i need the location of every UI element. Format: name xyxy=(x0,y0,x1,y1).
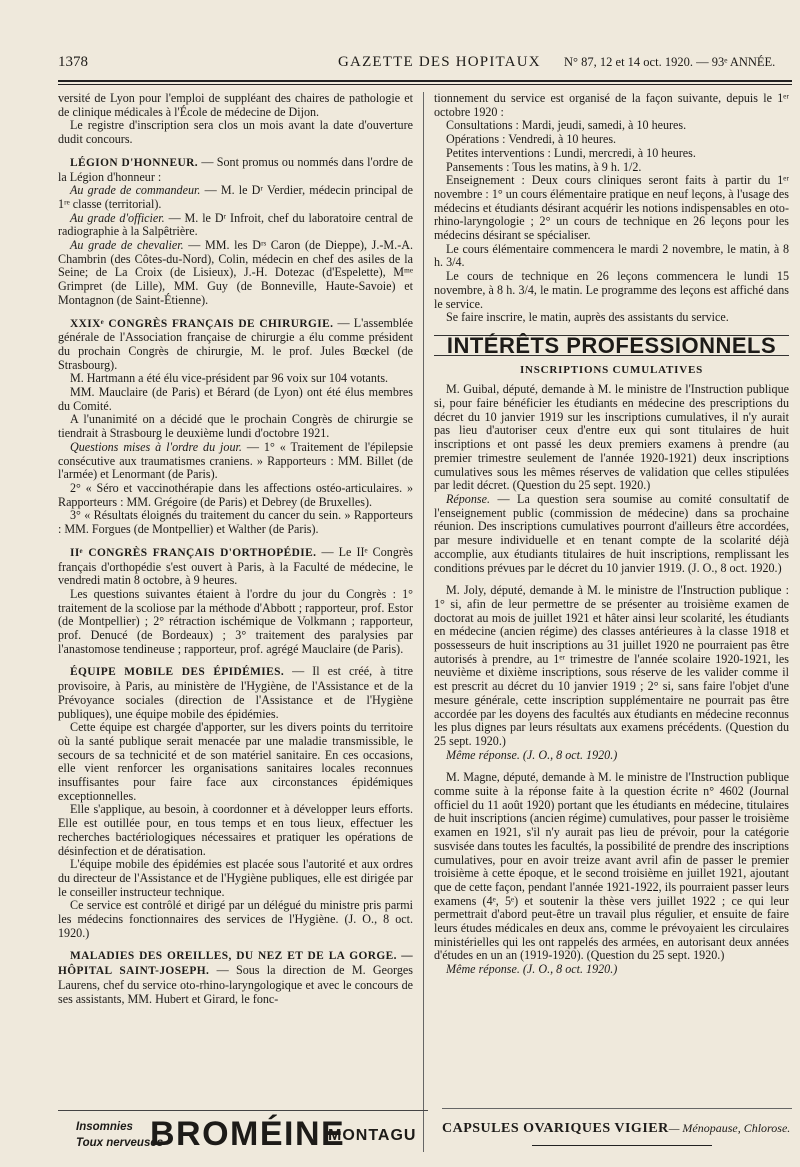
advertisement-bromeine xyxy=(58,1110,428,1159)
grade-label: Au grade de commandeur. xyxy=(70,183,201,198)
ad-indication: Insomnies xyxy=(76,1121,133,1133)
subsection-heading: INSCRIPTIONS CUMULATIVES xyxy=(519,363,704,376)
ad-product-name: BROMÉINE xyxy=(150,1115,346,1153)
header-rule xyxy=(58,80,792,85)
grade-text: — M. le Dʳ Infroit, chef du laboratoire central de radiographie à la Salpêtrière. xyxy=(58,210,413,239)
schedule-line: Consultations : Mardi, jeudi, samedi, à 10 heures. xyxy=(446,118,687,133)
paragraph: A l'unanimité on a décidé que le prochain Congrès de chirurgie se tiendrait à Strasbourg le deuxième lundi d'octobre 1921. xyxy=(58,412,413,441)
section-heading: MALADIES DES OREILLES, DU NEZ ET DE LA GORGE. xyxy=(70,950,397,963)
paragraph: Cette équipe est chargée d'apporter, sur les divers points du territoire où la santé publique serait menacée par une maladie transmissible, le secours de sa technicité et de son matériel sanitaire. En ces occasions, elle vient renforcer les organisations sanitaires locales reconnues insuffisantes pour faire face aux circonstances épidémiques exceptionnelles. xyxy=(58,720,413,803)
section-heading: IIᵉ CONGRÈS FRANÇAIS D'ORTHOPÉDIE. xyxy=(70,546,317,559)
hospital-name: — HÔPITAL SAINT-JOSEPH. xyxy=(58,950,413,978)
section-heading: LÉGION D'HONNEUR. xyxy=(70,156,198,169)
grade-text: — MM. les Dʳˢ Caron (de Dieppe), J.-M.-A. Chambrin (des Côtes-du-Nord), Colin, médecin en chef des asiles de la Seine; de La Croix (de Lisieux), J.-H. Dotezac (d'Espelette), Mᵐᵉ Grimpret (de Lille), MM. Guy (de Bonneville, Haute-Savoie) et Montagnon (de Saint-Étienne). xyxy=(58,238,413,307)
section-heading: ÉQUIPE MOBILE DES ÉPIDÉMIES. xyxy=(70,666,285,679)
question-magne: M. Magne, député, demande à M. le ministre de l'Instruction publique comme suite à la réponse faite à la question écrite n° 4602 (Journal officiel du 11 août 1920) portant que les étudiants en médecine, titulaires de huit inscriptions (ancien régime) cumulatives, pour passer le troisième examen en 1921, s'il n'y aurait pas lieu de prévoir, pour la catégorie susvisée dans toutes les facultés, la possibilité de prendre des inscriptions cumulatives, pour en avoir treize avant avril afin de passer le premier troisième à cette époque, et le second troisième en juillet 1921, ajoutant que de cette façon, pendant l'année 1921-1922, ils pourraient passer leurs examens (4ᵉ, 5ᵉ) et soutenir la thèse vers juillet 1922 ; ce qui leur permettrait d'abord peut-être un travail plus régulier, et ensuite de faire leurs études médicales en deux ans, comme le prévoyaient les circulaires ministérielles qui les ont rappelés des armées, en autorisant deux années d'études en un an (1919-1920). (Question du 25 sept. 1920.) xyxy=(434,770,790,963)
response-text: Même réponse. (J. O., 8 oct. 1920.) xyxy=(446,962,618,977)
response-label: Réponse. xyxy=(446,491,490,506)
section-text: — Sont promus ou nommés dans l'ordre de la Légion d'honneur : xyxy=(58,154,413,184)
section-text: — L'assemblée générale de l'Association française de chirurgie a élu comme président du prochain Congrès de chirurgie, M. le prof. Jules Bœckel (de Strasbourg). xyxy=(58,315,413,372)
ad-indication: Toux nerveuses xyxy=(76,1137,164,1149)
question-joly: M. Joly, député, demande à M. le ministre de l'Instruction publique : 1° si, afin de leur permettre de se présenter au troisième examen de doctorat au mois de juillet 1921 et hâter ainsi leur scolarité, les étudiants en médecine (ancien régime) des classes antérieures à la classe 1918 et possesseurs de huit inscriptions au 31 juillet 1920 ne pourraient pas être autorisés à prendre, au 1ᵉʳ trimestre de l'année scolaire 1920-1921, les neuvième et dixième inscriptions, sous réserve de les valider comme il est prescrit au décret du 10 janvier 1919 ; 2° si, sans faire l'objet d'une mesure générale, cette inscription supplémentaire ne pourrait pas être accordée par les doyens des facultés aux étudiants en médecine reconnus les plus dignes par leurs résultats aux examens précédents. (Question du 25 sept. 1920.) xyxy=(434,583,789,748)
response-text: Même réponse. (J. O., 8 oct. 1920.) xyxy=(446,747,618,762)
section-text: — Il est créé, à titre provisoire, à Paris, au ministère de l'Hygiène, de l'Assistance et de la Prévoyance sociales (direction de l'Assistance et de l'Hygiène publiques), une équipe mobile des épidémies. xyxy=(58,664,414,721)
grade-text: — M. le Dʳ Verdier, médecin principal de 1ʳᵉ classe (territorial). xyxy=(58,183,413,211)
paragraph: L'équipe mobile des épidémies est placée sous l'autorité et aux ordres du directeur de l'Assistance et de l'Hygiène publiques, elle est dirigée par le conseiller instructeur technique. xyxy=(58,857,413,899)
paragraph: Enseignement : Deux cours cliniques seront faits à partir du 1ᵉʳ novembre : 1° un cours élémentaire pratique en neuf leçons, à l'usage des médecins et étudiants désirant acquérir les notions indispensables en oto-rhino-laryngologie ; 2° un cours de technique en 26 leçons pour les médecins désirant se spécialiser. xyxy=(434,173,789,243)
intro-paragraph: versité de Lyon pour l'emploi de suppléant des chaires de pathologie et de clinique médicales à l'École de médecine de Dijon. xyxy=(58,91,413,119)
section-congres-chirurgie xyxy=(58,317,413,537)
paragraph: tionnement du service est organisé de la façon suivante, depuis le 1ᵉʳ octobre 1920 : xyxy=(434,91,789,119)
right-column xyxy=(434,92,789,977)
ad-maker-name: MONTAGU xyxy=(328,1127,417,1144)
schedule-line: Petites interventions : Lundi, mercredi, à 10 heures. xyxy=(446,145,696,160)
journal-title: GAZETTE DES HOPITAUX xyxy=(338,54,541,70)
intro-paragraph: Le registre d'inscription sera clos un mois avant la date d'ouverture dudit concours. xyxy=(58,118,413,147)
left-column xyxy=(58,92,413,1006)
schedule-line: Pansements : Tous les matins, à 9 h. 1/2. xyxy=(446,159,642,174)
section-legion xyxy=(58,156,413,308)
column-divider xyxy=(423,92,424,1152)
paragraph: MM. Mauclaire (de Paris) et Bérard (de Lyon) ont été élus membres du Comité. xyxy=(58,385,413,413)
issue-info: N° 87, 12 et 14 oct. 1920. — 93ᵉ ANNÉE. xyxy=(564,55,776,69)
question-text: 2° « Séro et vaccinothérapie dans les affections ostéo-articulaires. » Rapporteurs : MM. Grégoire (de Paris) et Debrey (de Bruxelles). xyxy=(58,480,413,509)
advertisement-capsules xyxy=(442,1108,792,1149)
ad-tagline: — Ménopause, Chlorose. xyxy=(668,1121,791,1135)
paragraph: Se faire inscrire, le matin, auprès des assistants du service. xyxy=(446,310,729,325)
page-header xyxy=(58,50,790,76)
section-text: — Le IIᵉ Congrès français d'orthopédie s'est ouvert à Paris, à la Faculté de médecine, le vendredi matin 8 octobre, à 9 heures. xyxy=(58,544,413,588)
ad-rule xyxy=(532,1145,712,1146)
paragraph: Elle s'applique, au besoin, à coordonner et à développer leurs efforts. Elle est outillée pour, en tous temps et en tous lieux, effectuer les recherches bactériologiques nécessaires et pratiquer les opérations de désinfection et de dératisation. xyxy=(58,802,413,858)
ad-product-name: CAPSULES OVARIQUES VIGIER xyxy=(442,1121,669,1136)
paragraph: Les questions suivantes étaient à l'ordre du jour du Congrès : 1° traitement de la scoliose par la méthode d'Abbott ; rapporteur, prof. Estor (de Montpellier) ; 2° rétraction ischémique de Volkmann ; rapporteur, prof. Denucé (de Bordeaux) ; 3° traitement des paralysies par l'anastomose tendineuse ; rapporteur, prof. agrégé Mauclaire (de Paris). xyxy=(58,586,413,656)
paragraph: Le cours élémentaire commencera le mardi 2 novembre, le matin, à 8 h. 3/4. xyxy=(434,241,789,270)
section-heading: XXIXᵉ CONGRÈS FRANÇAIS DE CHIRURGIE. xyxy=(70,317,334,330)
page-number: 1378 xyxy=(58,54,88,70)
schedule-line: Opérations : Vendredi, à 10 heures. xyxy=(446,132,617,147)
grade-label: Au grade d'officier. xyxy=(70,210,165,225)
question-text: — 1° « Traitement de l'épilepsie consécutive aux traumatismes craniens. » Rapporteurs : MM. Billet (de l'armée) et Lenormant (de Paris). xyxy=(58,439,413,482)
response-text: — La question sera soumise au comité consultatif de l'enseignement public (commission de médecine) dans sa prochaine réunion. Des inscriptions cumulatives pourront d'ailleurs être accordées, par mesure individuelle et en tenant compte de la scolarité déjà accomplie, aux étudiants titulaires de huit inscriptions, remplissant les conditions prévues par le décret du 10 janvier 1919. (J. O., 8 oct. 1920.) xyxy=(434,491,789,575)
grade-label: Au grade de chevalier. xyxy=(70,238,184,253)
section-congres-orthopedie xyxy=(58,546,413,657)
paragraph: Le cours de technique en 26 leçons commencera le lundi 15 novembre, à 8 h. 3/4, le matin. Le programme des leçons est affiché dans le service. xyxy=(434,269,789,311)
paragraph: M. Hartmann a été élu vice-président par 96 voix sur 104 votants. xyxy=(70,371,389,386)
question-text: 3° « Résultats éloignés du traitement du cancer du sein. » Rapporteurs : MM. Forgues (de Montpellier) et Walther (de Paris). xyxy=(58,508,413,537)
question-guibal: M. Guibal, député, demande à M. le ministre de l'Instruction publique si, pour faire bénéficier les étudiants en médecine des prescriptions du décret du 10 janvier 1919 sur les inscriptions cumulatives, il n'y aurait pas lieu d'autoriser ceux d'entre eux qui sont titulaires de huit inscriptions et ont passé les deux premiers examens à prendre (au premier trimestre seulement de l'année 1920-1921) deux inscriptions cumulatives sous les mêmes réserves de validation que celles stipulées par ledit décret. (Question du 25 sept. 1920.) xyxy=(434,382,789,493)
paragraph: Ce service est contrôlé et dirigé par un délégué du ministre pris parmi les médecins fonctionnaires des services de l'Hygiène. (J. O., 8 oct. 1920.) xyxy=(58,898,413,940)
section-banner: INTÉRÊTS PROFESSIONNELS xyxy=(434,335,789,356)
section-oreilles xyxy=(58,949,413,1006)
section-text: — Sous la direction de M. Georges Laurens, chef du service oto-rhino-laryngologique et avec le concours de ses assistants, MM. Hubert et Girard, le fonc- xyxy=(58,963,413,1006)
questions-label: Questions mises à l'ordre du jour. xyxy=(70,439,242,454)
section-equipe-mobile xyxy=(58,665,413,940)
